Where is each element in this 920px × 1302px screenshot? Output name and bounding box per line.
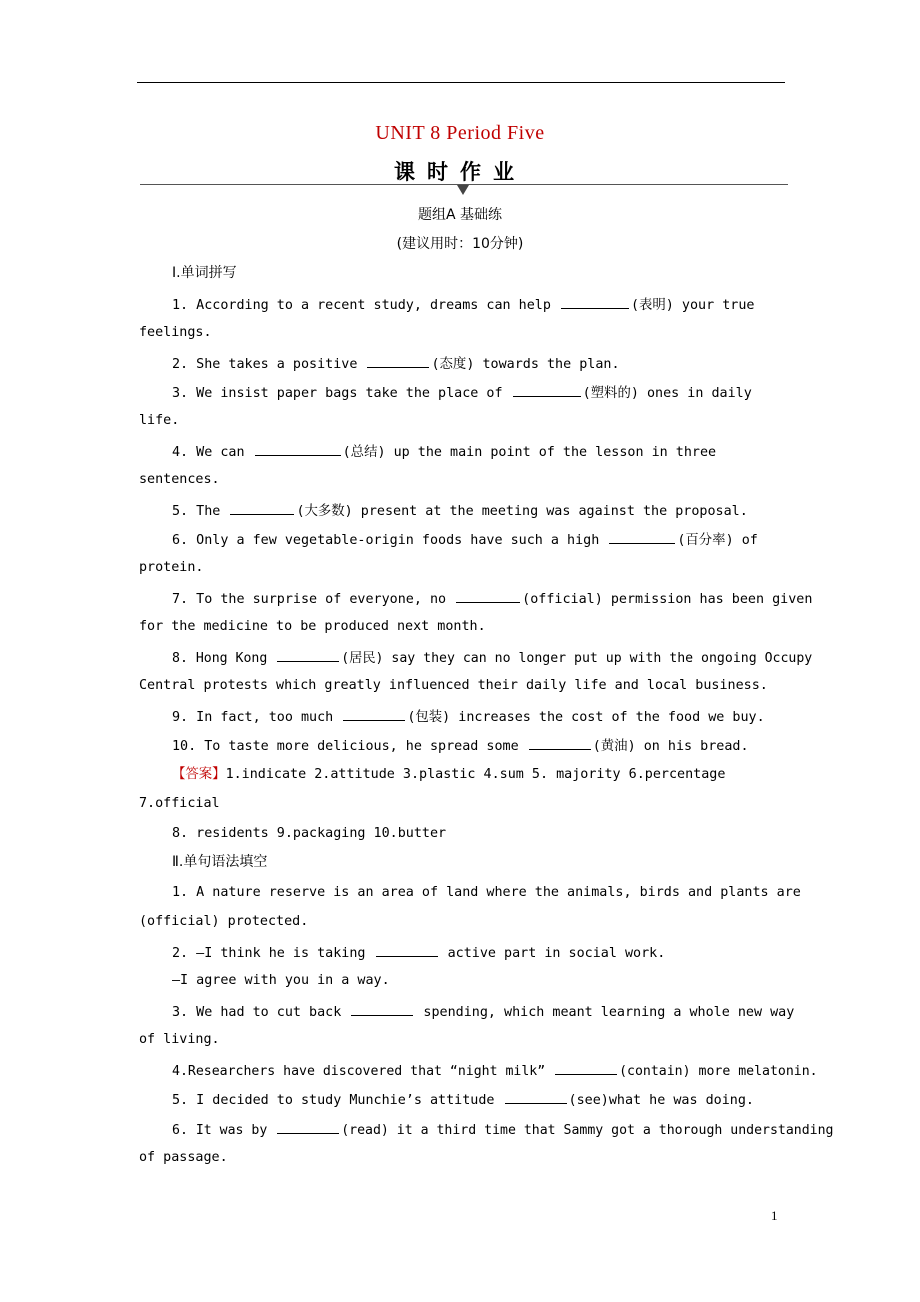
- answer-blank[interactable]: [529, 736, 591, 750]
- question-line: for the medicine to be produced next month.: [139, 619, 486, 634]
- question-line: of passage.: [139, 1150, 228, 1165]
- question-line: sentences.: [139, 472, 220, 487]
- answer-blank[interactable]: [555, 1061, 617, 1075]
- answer-blank[interactable]: [561, 295, 629, 309]
- page-title: UNIT 8 Period Five: [375, 122, 545, 144]
- answer-blank[interactable]: [343, 707, 405, 721]
- page-number: 1: [771, 1208, 778, 1223]
- answer-blank[interactable]: [351, 1002, 413, 1016]
- question-line: 3. We had to cut back spending, which meant learning a whole new way: [172, 1002, 794, 1022]
- question-line: 1. A nature reserve is an area of land where the animals, birds and plants are: [172, 885, 801, 900]
- question-line: 9. In fact, too much (包装) increases the cost of the food we buy.: [172, 707, 765, 727]
- triangle-marker-icon: [457, 185, 469, 195]
- answer-blank[interactable]: [230, 501, 294, 515]
- question-line: life.: [139, 413, 180, 428]
- answer-blank[interactable]: [367, 354, 429, 368]
- question-line: 3. We insist paper bags take the place of (塑料的) ones in daily: [172, 383, 752, 403]
- exercise-group-label: 题组A 基础练: [417, 207, 503, 223]
- question-line: protein.: [139, 560, 204, 575]
- question-line: 7. To the surprise of everyone, no (official) permission has been given: [172, 589, 812, 609]
- question-line: —I agree with you in a way.: [172, 973, 390, 988]
- section1-heading: Ⅰ.单词拼写: [172, 265, 237, 281]
- question-line: 1. According to a recent study, dreams can help (表明) your true: [172, 295, 755, 315]
- question-line: 5. I decided to study Munchie’s attitude (see)what he was doing.: [172, 1090, 754, 1110]
- question-line: 5. The (大多数) present at the meeting was against the proposal.: [172, 501, 748, 521]
- answer-blank[interactable]: [277, 1120, 339, 1134]
- question-line: of living.: [139, 1032, 220, 1047]
- question-line: Central protests which greatly influenced their daily life and local business.: [139, 678, 768, 693]
- question-line: 2. She takes a positive (态度) towards the plan.: [172, 354, 620, 374]
- answer-blank[interactable]: [277, 648, 339, 662]
- header-rule: [137, 82, 785, 83]
- answer-blank[interactable]: [505, 1090, 567, 1104]
- answer-blank[interactable]: [255, 442, 341, 456]
- question-line: (official) protected.: [139, 914, 309, 929]
- question-line: 6. It was by (read) it a third time that Sammy got a thorough understanding: [172, 1120, 833, 1140]
- question-line: 10. To taste more delicious, he spread some (黄油) on his bread.: [172, 736, 749, 756]
- page-subtitle: 课时作业: [394, 160, 526, 184]
- time-hint: (建议用时：10分钟): [396, 236, 524, 252]
- answer-key-line: 7.official: [139, 796, 220, 811]
- question-line: 8. Hong Kong (居民) say they can no longer put up with the ongoing Occupy: [172, 648, 812, 668]
- question-line: 2. —I think he is taking active part in social work.: [172, 943, 665, 963]
- section2-heading: Ⅱ.单句语法填空: [172, 854, 268, 870]
- answer-blank[interactable]: [513, 383, 581, 397]
- answer-blank[interactable]: [609, 530, 675, 544]
- answer-blank[interactable]: [376, 943, 438, 957]
- answer-key-line: 8. residents 9.packaging 10.butter: [172, 826, 447, 841]
- question-line: 4. We can (总结) up the main point of the lesson in three: [172, 442, 716, 462]
- question-line: 6. Only a few vegetable-origin foods have such a high (百分率) of: [172, 530, 758, 550]
- answer-key: 【答案】1.indicate 2.attitude 3.plastic 4.sum 5. majority 6.percentage: [172, 767, 726, 782]
- answer-blank[interactable]: [456, 589, 520, 603]
- question-line: feelings.: [139, 325, 212, 340]
- answer-label: 【答案】: [172, 767, 226, 782]
- question-line: 4.Researchers have discovered that “night milk” (contain) more melatonin.: [172, 1061, 818, 1081]
